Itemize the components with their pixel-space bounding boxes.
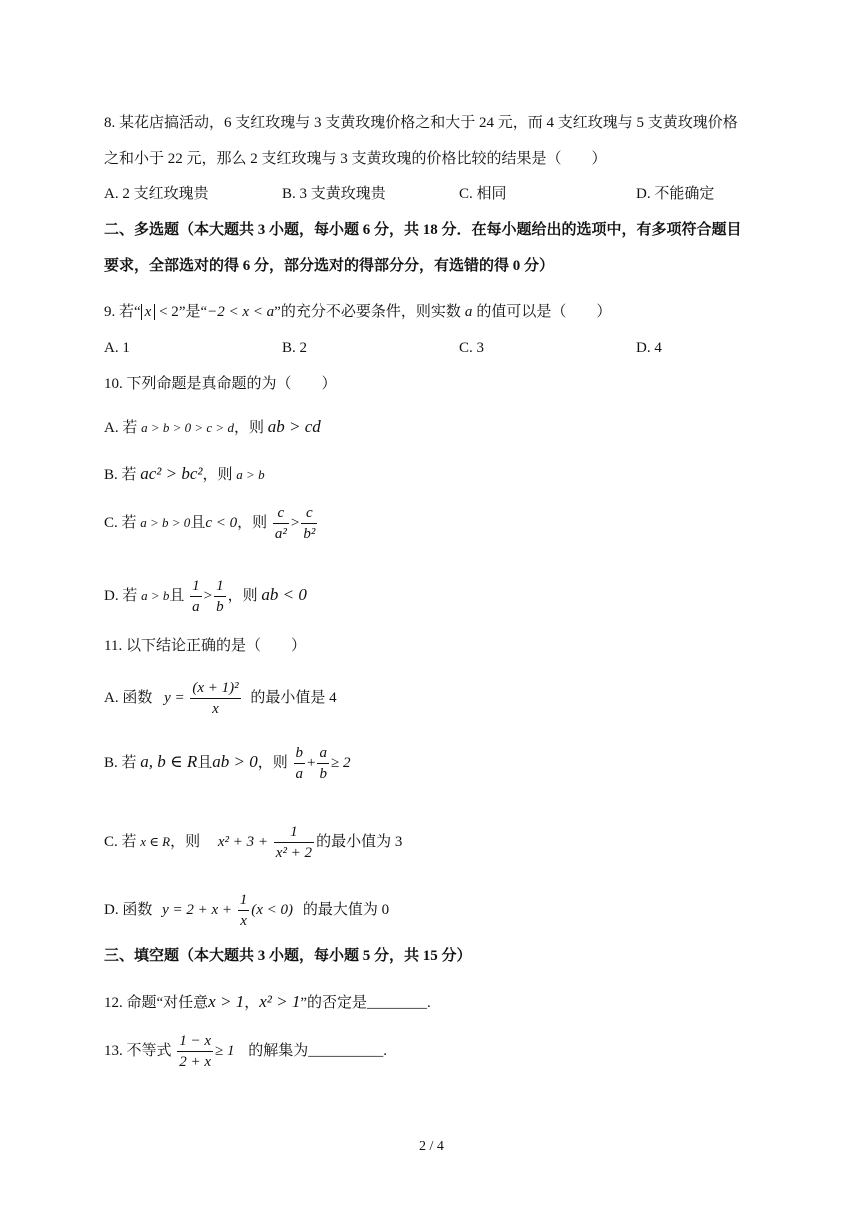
q11d-num: 1 [238, 892, 250, 911]
q10a-result: ab > cd [267, 417, 321, 436]
q13-suffix: 的解集为__________. [248, 1043, 388, 1059]
q11c-label: C. 若 [104, 834, 137, 850]
q12-prefix: 12. 命题“对任意 [104, 995, 209, 1011]
q8-option-a: A. 2 支红玫瑰贵 [104, 186, 209, 202]
q11-option-d [104, 890, 389, 930]
q10c-den1: a² [274, 526, 287, 543]
q9-option-b: B. 2 [282, 340, 308, 356]
q10c-fraction-right [301, 505, 317, 542]
q13-den: 2 + x [179, 1054, 212, 1071]
q10d-and: 且 [169, 588, 185, 604]
q11b-label: B. 若 [104, 755, 137, 771]
q12-expr: x² > 1 [259, 992, 301, 1011]
q11a-lhs: y = [164, 690, 185, 706]
q10c-cond2: c < 0 [205, 515, 238, 531]
q10c-label: C. 若 [104, 515, 137, 531]
q10c-den2: b² [303, 526, 316, 543]
q10b-result: a > b [236, 467, 265, 482]
q9-mid: ”是“ [178, 304, 208, 320]
q9-var: a [464, 304, 473, 320]
q10d-cond: a > b [141, 588, 170, 603]
q11a-fraction [190, 680, 240, 717]
q9-end: 的值可以是（ ） [476, 304, 612, 320]
q10a-then: ，则 [233, 420, 264, 436]
q10d-label: D. 若 [104, 588, 138, 604]
q11d-expr: y = 2 + x + [162, 902, 233, 918]
q10d-fraction-left [190, 578, 202, 615]
q11d-den: x [240, 913, 247, 930]
q10-option-c [104, 503, 319, 543]
q10b-cond: ac² > bc² [140, 464, 203, 483]
q9-stem [104, 303, 611, 321]
q10d-fraction-right [214, 578, 226, 615]
q11-stem: 11. 以下结论正确的是（ ） [104, 638, 306, 654]
q8-option-c: C. 相同 [459, 186, 507, 202]
q11d-fraction [238, 892, 250, 929]
q11a-num: (x + 1)² [190, 680, 240, 699]
q10c-cond: a > b > 0 [140, 515, 191, 530]
q11b-plus: + [307, 755, 316, 771]
q11b-and: 且 [197, 755, 213, 771]
q10a-label: A. 若 [104, 420, 138, 436]
q11b-num2: a [317, 745, 329, 764]
q10c-num2: c [301, 505, 317, 524]
q10d-op: > [203, 588, 213, 604]
q13-num: 1 − x [177, 1033, 213, 1052]
q11d-tail: 的最大值为 0 [302, 902, 390, 918]
q9-option-d: D. 4 [636, 340, 662, 356]
q9-suffix: ”的充分不必要条件，则实数 [274, 304, 461, 320]
q10d-den1: a [192, 599, 200, 616]
q10d-num2: 1 [214, 578, 226, 597]
q11b-fraction-left [294, 745, 306, 782]
q10c-and: 且 [190, 515, 206, 531]
q11b-cond2: ab > 0 [212, 752, 258, 771]
q11a-tail: 的最小值是 4 [250, 690, 337, 706]
q8-line1: 8. 某花店搞活动，6 支红玫瑰与 3 支黄玫瑰价格之和大于 24 元，而 4 支红玫瑰与 5 支黄玫瑰价格 [104, 115, 738, 131]
q11c-num: 1 [274, 824, 314, 843]
q11-option-b [104, 742, 350, 783]
q11b-rel: ≥ 2 [330, 755, 351, 771]
q11b-cond: a, b ∈ R [140, 752, 198, 771]
q11c-expr: x² + 3 + [217, 834, 269, 850]
q10-option-b [104, 465, 265, 484]
q11b-num1: b [294, 745, 306, 764]
q9-prefix: 9. 若“ [104, 304, 141, 320]
section2-heading-line1: 二、多选题（本大题共 3 小题，每小题 6 分，共 18 分．在每小题给出的选项中，有多项符合题目 [104, 222, 742, 238]
q10c-fraction-left [273, 505, 289, 542]
q11b-fraction-right [317, 745, 329, 782]
q11-option-a [104, 678, 337, 718]
q8-option-b: B. 3 支黄玫瑰贵 [282, 186, 386, 202]
section2-heading-line2: 要求，全部选对的得 6 分，部分选对的得部分分，有选错的得 0 分） [104, 258, 555, 274]
q9-cond2: −2 < x < a [207, 304, 275, 320]
q10-option-a [104, 418, 321, 437]
q10c-num1: c [273, 505, 289, 524]
q9-option-c: C. 3 [459, 340, 485, 356]
q9-rel1: < 2 [155, 304, 179, 320]
q11d-label: D. 函数 [104, 902, 153, 918]
q12-cond: x > 1 [208, 992, 245, 1011]
q11c-den: x² + 2 [275, 845, 313, 862]
q8-line2: 之和小于 22 元，那么 2 支红玫瑰与 3 支黄玫瑰的价格比较的结果是（ ） [104, 151, 607, 167]
q10d-then: ，则 [227, 588, 258, 604]
q10d-num1: 1 [190, 578, 202, 597]
q11c-tail: 的最小值为 3 [316, 834, 403, 850]
q11b-den1: a [295, 766, 303, 783]
q10b-then: ，则 [202, 467, 233, 483]
q10d-result: ab < 0 [261, 585, 307, 604]
q10a-cond: a > b > 0 > c > d [141, 420, 234, 435]
q11b-den2: b [319, 766, 327, 783]
q13-fraction [177, 1033, 213, 1070]
q11c-cond: x ∈ R [140, 834, 171, 849]
q11b-then: ，则 [257, 755, 288, 771]
page-number: 2 / 4 [419, 1139, 444, 1154]
q10-option-d [104, 575, 307, 616]
q11c-then: ，则 [170, 834, 201, 850]
q11a-den: x [212, 701, 219, 718]
section3-heading: 三、填空题（本大题共 3 小题，每小题 5 分，共 15 分） [104, 948, 472, 964]
q11a-label: A. 函数 [104, 690, 153, 706]
q11c-fraction [274, 824, 314, 861]
q12-suffix: ”的否定是________. [300, 995, 431, 1011]
q9-option-a: A. 1 [104, 340, 130, 356]
q13-stem [104, 1031, 387, 1071]
q10b-label: B. 若 [104, 467, 137, 483]
q8-option-d: D. 不能确定 [636, 186, 715, 202]
q10c-then: ，则 [237, 515, 268, 531]
q11d-cond: (x < 0) [251, 902, 294, 918]
q10d-den2: b [216, 599, 224, 616]
q11-option-c [104, 822, 402, 862]
q9-abs-x: x [141, 304, 156, 320]
q10c-op: > [290, 515, 300, 531]
q10-stem: 10. 下列命题是真命题的为（ ） [104, 376, 337, 392]
q12-stem [104, 993, 431, 1012]
q13-rel: ≥ 1 [215, 1043, 235, 1059]
q13-prefix: 13. 不等式 [104, 1043, 172, 1059]
q12-sep: ， [244, 995, 260, 1011]
